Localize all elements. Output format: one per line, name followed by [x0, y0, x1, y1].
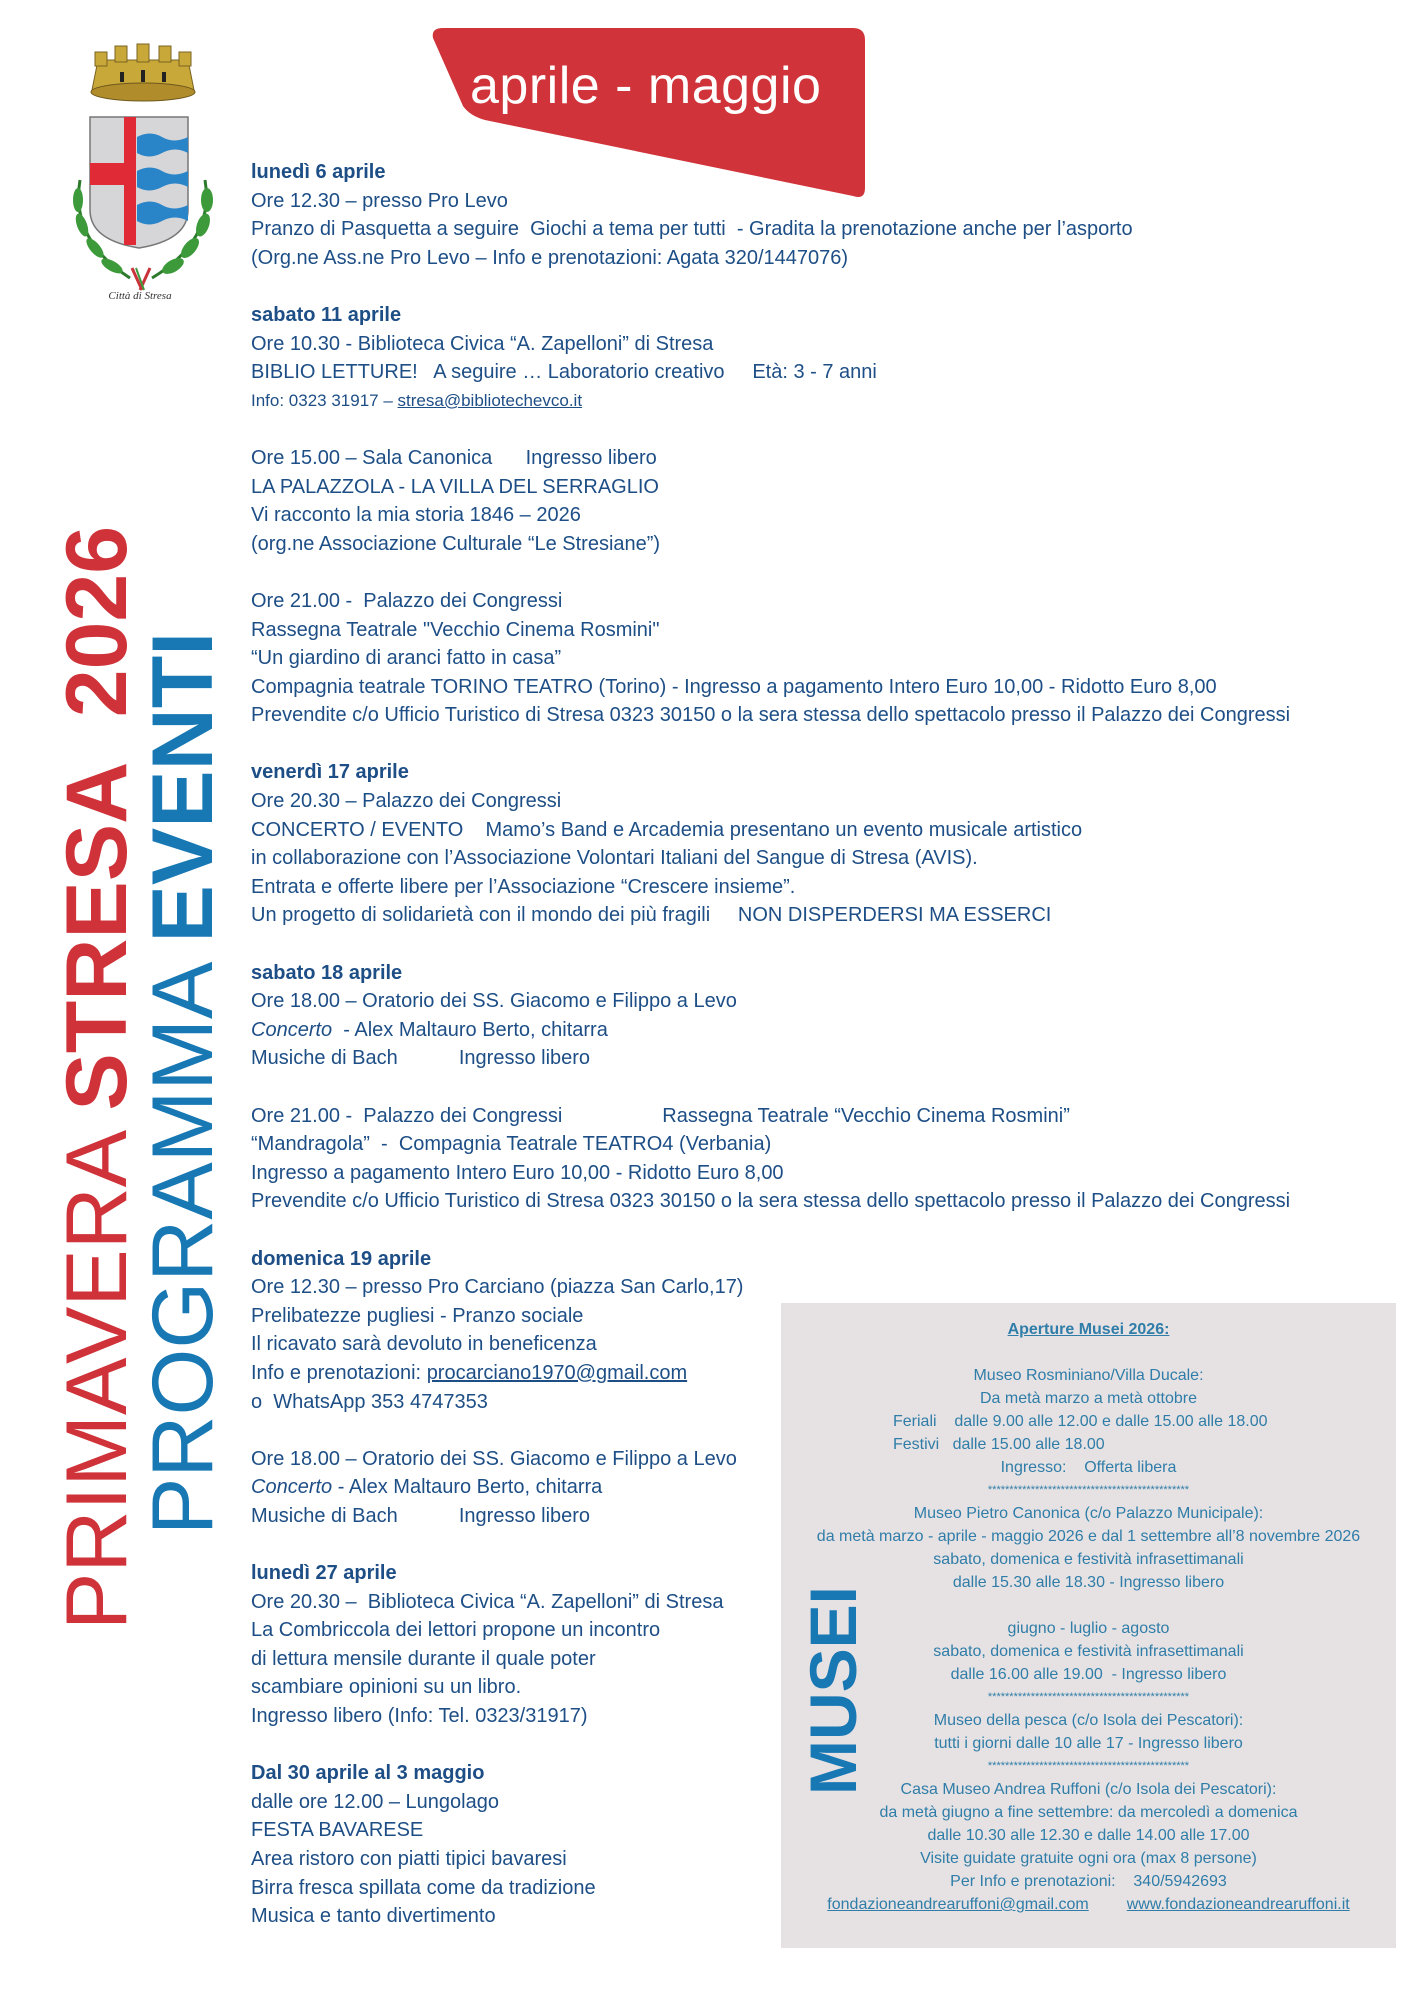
- crown-icon: [91, 44, 195, 101]
- event-line: “Mandragola” - Compagnia Teatrale TEATRO4 (Verbania): [251, 1133, 772, 1156]
- event-date: lunedì 27 aprile: [251, 1562, 397, 1585]
- museum-pesca-hours: tutti i giorni dalle 10 alle 17 - Ingresso libero: [934, 1735, 1243, 1752]
- city-coat-of-arms: [40, 40, 240, 310]
- event-line: Musiche di Bach Ingresso libero: [251, 1047, 591, 1070]
- museum-canonica-summer-hours: dalle 16.00 alle 19.00 - Ingresso libero: [950, 1666, 1227, 1683]
- event-line: scambiare opinioni su un libro.: [251, 1676, 522, 1699]
- event-line: (org.ne Associazione Culturale “Le Stresiane”): [251, 532, 661, 555]
- event-line: Musica e tanto divertimento: [251, 1905, 496, 1928]
- event-line: Ore 21.00 - Palazzo dei Congressi: [251, 589, 563, 612]
- museum-ruffoni-info: Per Info e prenotazioni: 340/5942693: [950, 1873, 1227, 1890]
- event-line: Ore 20.30 – Palazzo dei Congressi: [251, 790, 562, 813]
- title-eventi: EVENTI: [135, 631, 231, 943]
- museum-rosminiano-ingresso: Ingresso: Offerta libera: [1000, 1459, 1177, 1476]
- concert-label: Concerto: [251, 1018, 333, 1041]
- event-line: di lettura mensile durante il quale poter: [251, 1647, 596, 1670]
- museum-pesca-name: Museo della pesca (c/o Isola dei Pescatori):: [933, 1712, 1244, 1729]
- museum-rosminiano-festivi: Festivi dalle 15.00 alle 18.00: [893, 1436, 1105, 1453]
- event-date: venerdì 17 aprile: [251, 761, 409, 784]
- event-line: Il ricavato sarà devoluto in beneficenza: [251, 1333, 597, 1356]
- museum-canonica-days: sabato, domenica e festività infrasettimanali: [933, 1551, 1244, 1568]
- city-caption: Città di Stresa: [108, 290, 172, 302]
- museum-ruffoni-links: [781, 1893, 1396, 1916]
- event-line: Rassegna Teatrale "Vecchio Cinema Rosmini": [251, 618, 660, 641]
- event-line: Ore 15.00 – Sala Canonica Ingresso libero: [251, 446, 657, 469]
- museum-ruffoni-period: da metà giugno a fine settembre: da mercoledì a domenica: [879, 1804, 1298, 1821]
- event-line: “Un giardino di aranci fatto in casa”: [251, 647, 562, 670]
- separator: ***********************************************: [987, 1760, 1190, 1772]
- event-line: Ore 21.00 - Palazzo dei Congressi Rassegna Teatrale “Vecchio Cinema Rosmini”: [251, 1104, 1070, 1127]
- event-line: [251, 1016, 1391, 1045]
- museum-rosminiano-period: Da metà marzo a metà ottobre: [980, 1390, 1197, 1407]
- event-date: lunedì 6 aprile: [251, 161, 386, 183]
- event-line: LA PALAZZOLA - LA VILLA DEL SERRAGLIO: [251, 475, 659, 498]
- title-primavera: PRIMAVERA: [49, 1134, 145, 1630]
- event-block: [251, 758, 1391, 930]
- event-block: [251, 587, 1391, 730]
- event-line: (Org.ne Ass.ne Pro Levo – Info e prenotazioni: Agata 320/1447076): [251, 246, 849, 269]
- title-programma-eventi: [134, 632, 233, 1535]
- museum-ruffoni-name: Casa Museo Andrea Ruffoni (c/o Isola dei Pescatori):: [900, 1781, 1277, 1798]
- event-line: Vi racconto la mia storia 1846 – 2026: [251, 504, 581, 527]
- event-line: Ingresso libero (Info: Tel. 0323/31917): [251, 1705, 588, 1728]
- event-line: Prevendite c/o Ufficio Turistico di Stresa 0323 30150 o la sera stessa dello spettacolo presso il Palazzo dei Congressi: [251, 1190, 1291, 1213]
- event-line: Un progetto di solidarietà con il mondo dei più fragili NON DISPERDERSI MA ESSERCI: [251, 904, 1052, 927]
- museum-rosminiano-name: Museo Rosminiano/Villa Ducale:: [973, 1367, 1204, 1384]
- event-block: [251, 959, 1391, 1073]
- ruffoni-email-link[interactable]: fondazioneandrearuffoni@gmail.com: [827, 1896, 1089, 1913]
- museum-ruffoni-visits: Visite guidate gratuite ogni ora (max 8 persone): [920, 1850, 1257, 1867]
- event-line: Ingresso a pagamento Intero Euro 10,00 - Ridotto Euro 8,00: [251, 1161, 784, 1184]
- event-line: o WhatsApp 353 4747353: [251, 1390, 488, 1413]
- event-line: Ore 20.30 – Biblioteca Civica “A. Zapelloni” di Stresa: [251, 1590, 724, 1613]
- event-line: CONCERTO / EVENTO Mamo’s Band e Arcademia presentano un evento musicale artistico: [251, 818, 1083, 841]
- event-line: Entrata e offerte libere per l’Associazione “Crescere insieme”.: [251, 875, 796, 898]
- event-line: Prelibatezze pugliesi - Pranzo sociale: [251, 1304, 584, 1327]
- event-line: Ore 18.00 – Oratorio dei SS. Giacomo e Filippo a Levo: [251, 990, 737, 1013]
- museums-vertical-label: MUSEI: [796, 1585, 870, 1795]
- shield-icon: [90, 117, 188, 248]
- museum-canonica-hours: dalle 15.30 alle 18.30 - Ingresso libero: [952, 1574, 1225, 1591]
- info-prefix: Info e prenotazioni:: [251, 1361, 427, 1384]
- museum-canonica-period: da metà marzo - aprile - maggio 2026 e dal 1 settembre all’8 novembre 2026: [816, 1528, 1361, 1545]
- museums-title: Aperture Musei 2026:: [1007, 1321, 1170, 1338]
- concert-details: - Alex Maltauro Berto, chitarra: [332, 1476, 603, 1499]
- period-label: aprile - maggio: [470, 57, 822, 115]
- event-date: sabato 18 aprile: [251, 961, 403, 984]
- event-line: La Combriccola dei lettori propone un incontro: [251, 1619, 661, 1642]
- pro-carciano-email-link[interactable]: procarciano1970@gmail.com: [426, 1361, 688, 1384]
- info-prefix: Info: 0323 31917 –: [251, 390, 398, 410]
- event-block: [251, 158, 1391, 272]
- event-line: BIBLIO LETTURE! A seguire … Laboratorio creativo Età: 3 - 7 anni: [251, 361, 877, 384]
- title-primavera-stresa: [48, 526, 147, 1630]
- event-block: [251, 1102, 1391, 1216]
- museum-canonica-name: Museo Pietro Canonica (c/o Palazzo Municipale):: [913, 1505, 1264, 1522]
- library-email-link[interactable]: stresa@bibliotechevco.it: [397, 390, 583, 410]
- event-line: FESTA BAVARESE: [251, 1819, 424, 1842]
- museum-ruffoni-hours: dalle 10.30 alle 12.30 e dalle 14.00 alle 17.00: [927, 1827, 1250, 1844]
- museum-canonica-summer-days: sabato, domenica e festività infrasettimanali: [933, 1643, 1244, 1660]
- museums-content: [781, 1318, 1396, 1916]
- museum-rosminiano-feriali: Feriali dalle 9.00 alle 12.00 e dalle 15.00 alle 18.00: [893, 1413, 1268, 1430]
- event-date: Dal 30 aprile al 3 maggio: [251, 1762, 485, 1785]
- event-line: dalle ore 12.00 – Lungolago: [251, 1790, 499, 1813]
- event-line: Musiche di Bach Ingresso libero: [251, 1504, 591, 1527]
- event-info-line: [251, 387, 1391, 416]
- concert-label: Concerto: [251, 1476, 333, 1499]
- event-line: in collaborazione con l’Associazione Volontari Italiani del Sangue di Stresa (AVIS).: [251, 847, 978, 870]
- event-line: Prevendite c/o Ufficio Turistico di Stresa 0323 30150 o la sera stessa dello spettacolo presso il Palazzo dei Congressi: [251, 704, 1291, 727]
- event-date: sabato 11 aprile: [251, 303, 402, 326]
- separator: ***********************************************: [987, 1484, 1190, 1496]
- event-line: Ore 12.30 – presso Pro Carciano (piazza San Carlo,17): [251, 1276, 744, 1299]
- event-line: Ore 12.30 – presso Pro Levo: [251, 189, 508, 212]
- event-line: Ore 10.30 - Biblioteca Civica “A. Zapelloni” di Stresa: [251, 332, 714, 355]
- separator: ***********************************************: [987, 1691, 1190, 1703]
- event-line: Pranzo di Pasquetta a seguire Giochi a tema per tutti - Gradita la prenotazione anche per l’asporto: [251, 218, 1133, 241]
- ruffoni-website-link[interactable]: www.fondazioneandrearuffoni.it: [1126, 1896, 1350, 1913]
- event-block: [251, 444, 1391, 558]
- title-stresa-2026: STRESA 2026: [49, 525, 145, 1111]
- event-date: domenica 19 aprile: [251, 1247, 432, 1270]
- event-line: Area ristoro con piatti tipici bavaresi: [251, 1848, 567, 1871]
- event-line: Compagnia teatrale TORINO TEATRO (Torino) - Ingresso a pagamento Intero Euro 10,00 - Ridotto Euro 8,00: [251, 675, 1217, 698]
- museum-canonica-summer-period: giugno - luglio - agosto: [1007, 1620, 1170, 1637]
- concert-details: - Alex Maltauro Berto, chitarra: [332, 1018, 608, 1041]
- event-line: Birra fresca spillata come da tradizione: [251, 1876, 596, 1899]
- event-block: [251, 301, 1391, 415]
- title-programma: PROGRAMMA: [135, 966, 231, 1535]
- event-line: Ore 18.00 – Oratorio dei SS. Giacomo e Filippo a Levo: [251, 1447, 737, 1470]
